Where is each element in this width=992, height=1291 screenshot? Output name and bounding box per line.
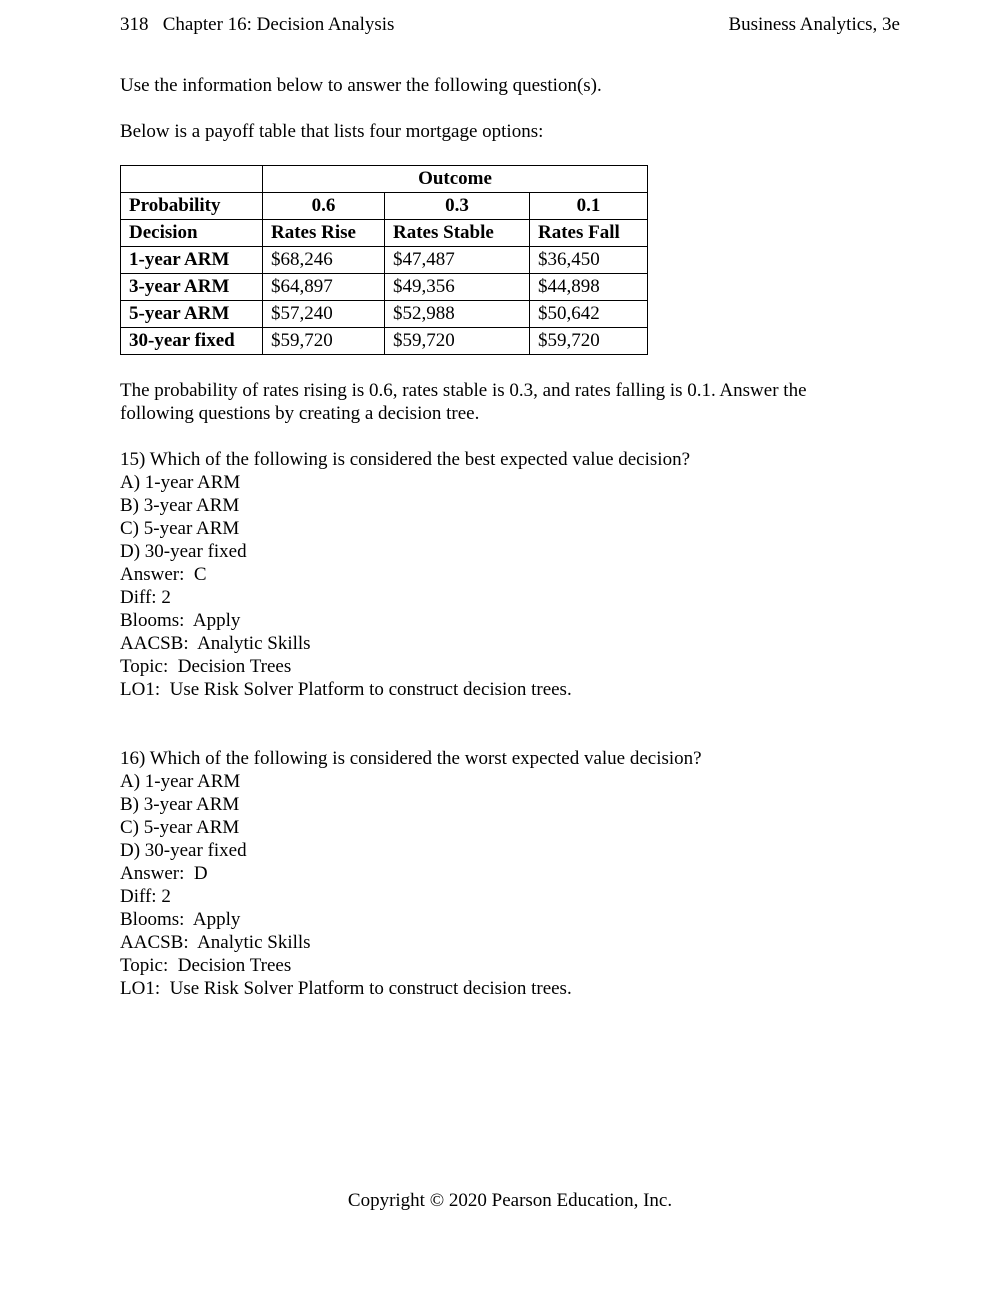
probability-stable: 0.3 xyxy=(385,193,530,220)
option-d: D) 30-year fixed xyxy=(120,541,247,562)
payoff-cell: $59,720 xyxy=(385,328,530,355)
table-row-probability xyxy=(121,193,648,220)
payoff-cell: $49,356 xyxy=(385,274,530,301)
outcome-fall: Rates Fall xyxy=(530,220,648,247)
topic: Topic: Decision Trees xyxy=(120,955,292,976)
intro-instruction: Use the information below to answer the following question(s). xyxy=(120,75,602,96)
table-cell-empty xyxy=(121,166,263,193)
decision-name: 3-year ARM xyxy=(121,274,263,301)
decision-name: 30-year fixed xyxy=(121,328,263,355)
payoff-cell: $57,240 xyxy=(263,301,385,328)
payoff-cell: $59,720 xyxy=(530,328,648,355)
payoff-cell: $47,487 xyxy=(385,247,530,274)
outcome-rise: Rates Rise xyxy=(263,220,385,247)
difficulty: Diff: 2 xyxy=(120,587,171,608)
question-15 xyxy=(120,448,690,701)
table-row xyxy=(121,301,648,328)
option-a: A) 1-year ARM xyxy=(120,771,241,792)
table-row xyxy=(121,328,648,355)
outcome-stable: Rates Stable xyxy=(385,220,530,247)
option-c: C) 5-year ARM xyxy=(120,817,240,838)
probability-rise: 0.6 xyxy=(263,193,385,220)
answer: Answer: D xyxy=(120,863,208,884)
difficulty: Diff: 2 xyxy=(120,886,171,907)
topic: Topic: Decision Trees xyxy=(120,656,292,677)
aacsb: AACSB: Analytic Skills xyxy=(120,932,311,953)
payoff-cell: $68,246 xyxy=(263,247,385,274)
question-text: 15) Which of the following is considered the best expected value decision? xyxy=(120,449,690,470)
payoff-cell: $36,450 xyxy=(530,247,648,274)
option-d: D) 30-year fixed xyxy=(120,840,247,861)
table-row-outcome xyxy=(121,166,648,193)
payoff-cell: $59,720 xyxy=(263,328,385,355)
payoff-cell: $52,988 xyxy=(385,301,530,328)
option-b: B) 3-year ARM xyxy=(120,794,240,815)
decision-name: 5-year ARM xyxy=(121,301,263,328)
learning-objective: LO1: Use Risk Solver Platform to construct decision trees. xyxy=(120,978,572,999)
option-b: B) 3-year ARM xyxy=(120,495,240,516)
outcome-header: Outcome xyxy=(263,166,648,193)
option-c: C) 5-year ARM xyxy=(120,518,240,539)
question-text: 16) Which of the following is considered the worst expected value decision? xyxy=(120,748,702,769)
table-row-header xyxy=(121,220,648,247)
option-a: A) 1-year ARM xyxy=(120,472,241,493)
probability-label: Probability xyxy=(121,193,263,220)
payoff-cell: $50,642 xyxy=(530,301,648,328)
table-row xyxy=(121,247,648,274)
payoff-cell: $44,898 xyxy=(530,274,648,301)
decision-label: Decision xyxy=(121,220,263,247)
probability-paragraph: The probability of rates rising is 0.6, rates stable is 0.3, and rates falling is 0.1. Answer the following questions by creating a decision tree. xyxy=(120,380,807,424)
learning-objective: LO1: Use Risk Solver Platform to construct decision trees. xyxy=(120,679,572,700)
payoff-cell: $64,897 xyxy=(263,274,385,301)
probability-fall: 0.1 xyxy=(530,193,648,220)
aacsb: AACSB: Analytic Skills xyxy=(120,633,311,654)
answer: Answer: C xyxy=(120,564,207,585)
blooms: Blooms: Apply xyxy=(120,909,241,930)
question-16 xyxy=(120,747,702,1000)
page-header-book: Business Analytics, 3e xyxy=(728,14,900,35)
copyright-footer: Copyright © 2020 Pearson Education, Inc. xyxy=(347,1190,673,1211)
decision-name: 1-year ARM xyxy=(121,247,263,274)
intro-table-caption: Below is a payoff table that lists four mortgage options: xyxy=(120,121,544,142)
page-header-chapter: 318 Chapter 16: Decision Analysis xyxy=(120,14,395,35)
payoff-table xyxy=(120,165,648,355)
blooms: Blooms: Apply xyxy=(120,610,241,631)
table-row xyxy=(121,274,648,301)
